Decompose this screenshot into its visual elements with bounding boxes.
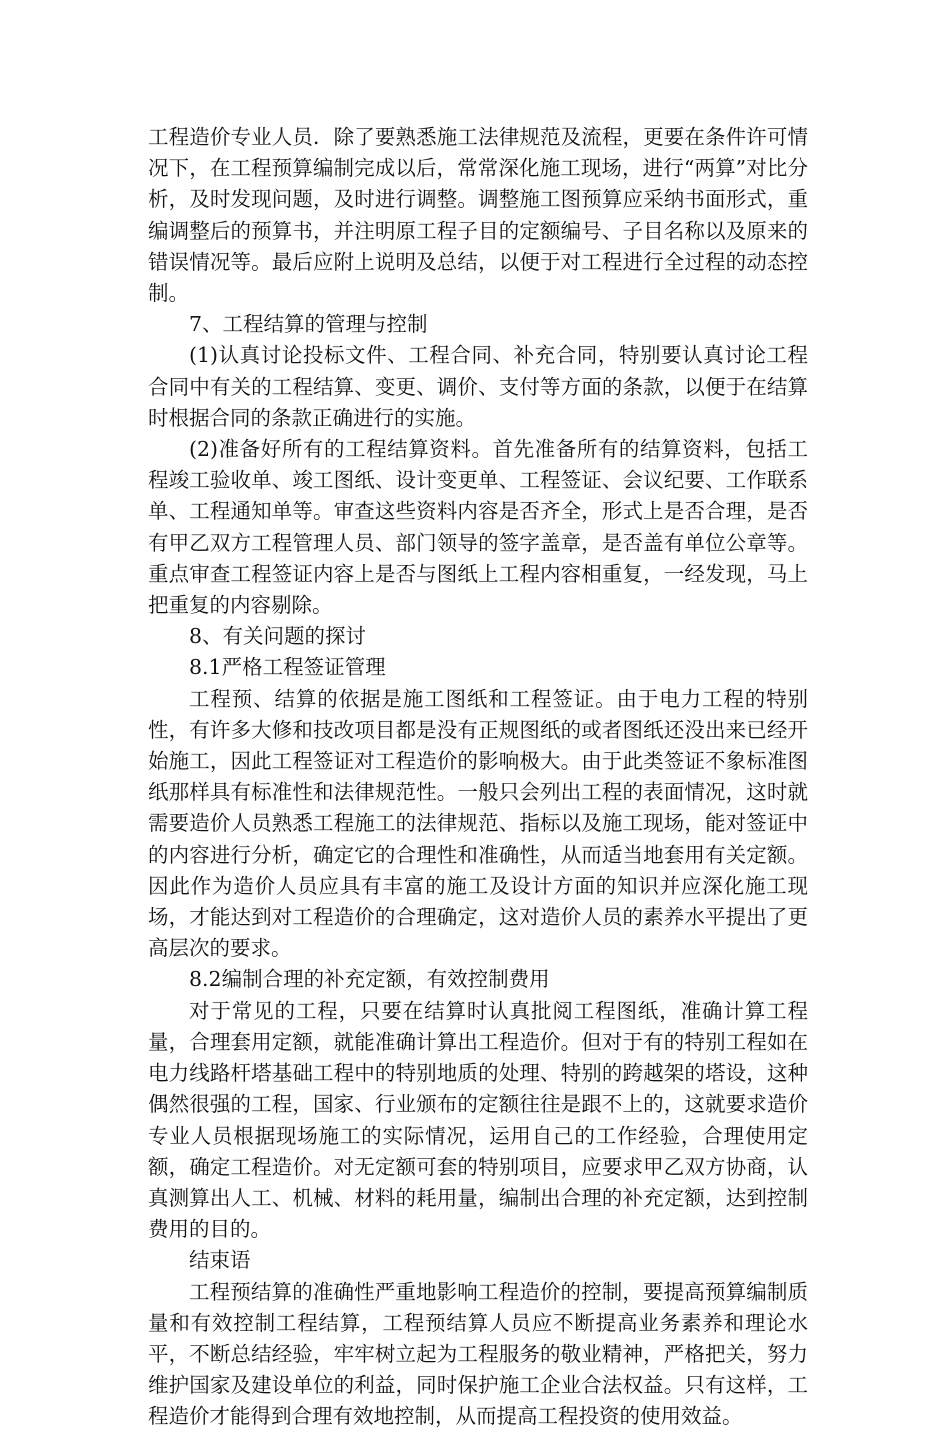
paragraph-conclusion: 工程预结算的准确性严重地影响工程造价的控制，要提高预算编制质量和有效控制工程结算，工程预结算人员应不断提高业务素养和理论水平，不断总结经验，牢牢树立起为工程服务的敬业精神，严格把关，努力维护国家及建设单位的利益，同时保护施工企业合法权益。只有这样，工程造价才能得到合理有效地控制，从而提高工程投资的使用效益。 — [148, 1279, 808, 1429]
subsection-heading-8-2: 8.2编制合理的补充定额，有效控制费用 — [189, 967, 550, 992]
paragraph-continuation: 工程造价专业人员．除了要熟悉施工法律规范及流程，更要在条件许可情况下，在工程预算编制完成以后，常常深化施工现场，进行“两算”对比分析，及时发现问题，及时进行调整。调整施工图预算应采纳书面形式，重编调整后的预算书，并注明原工程子目的定额编号、子目名称以及原来的错误情况等。最后应附上说明及总结，以便于对工程进行全过程的动态控制。 — [148, 125, 808, 306]
subsection-heading-8-1: 8.1严格工程签证管理 — [189, 655, 386, 680]
document-page — [148, 122, 808, 1433]
paragraph-8-2: 对于常见的工程，只要在结算时认真批阅工程图纸，准确计算工程量，合理套用定额，就能准确计算出工程造价。但对于有的特别工程如在电力线路杆塔基础工程中的特别地质的处理、特别的跨越架的塔设，这种偶然很强的工程，国家、行业颁布的定额往往是跟不上的，这就要求造价专业人员根据现场施工的实际情况，运用自己的工作经验，合理使用定额，确定工程造价。对无定额可套的特别项目，应要求甲乙双方协商，认真测算出人工、机械、材料的耗用量，编制出合理的补充定额，达到控制费用的目的。 — [148, 998, 808, 1242]
paragraph-7-1: (1)认真讨论投标文件、工程合同、补充合同，特别要认真讨论工程合同中有关的工程结算、变更、调价、支付等方面的条款，以便于在结算时根据合同的条款正确进行的实施。 — [148, 343, 808, 430]
section-heading-8: 8、有关问题的探讨 — [189, 624, 367, 649]
conclusion-heading: 结束语 — [189, 1248, 251, 1273]
paragraph-8-1: 工程预、结算的依据是施工图纸和工程签证。由于电力工程的特别性，有许多大修和技改项目都是没有正规图纸的或者图纸还没出来已经开始施工，因此工程签证对工程造价的影响极大。由于此类签证不象标准图纸那样具有标准性和法律规范性。一般只会列出工程的表面情况，这时就需要造价人员熟悉工程施工的法律规范、指标以及施工现场，能对签证中的内容进行分析，确定它的合理性和准确性，从而适当地套用有关定额。因此作为造价人员应具有丰富的施工及设计方面的知识并应深化施工现场，才能达到对工程造价的合理确定，这对造价人员的素养水平提出了更高层次的要求。 — [148, 686, 808, 961]
paragraph-7-2: (2)准备好所有的工程结算资料。首先准备所有的结算资料，包括工程竣工验收单、竣工图纸、设计变更单、工程签证、会议纪要、工作联系单、工程通知单等。审查这些资料内容是否齐全，形式上是否合理，是否有甲乙双方工程管理人员、部门领导的签字盖章，是否盖有单位公章等。重点审查工程签证内容上是否与图纸上工程内容相重复，一经发现，马上把重复的内容剔除。 — [148, 437, 808, 618]
section-heading-7: 7、工程结算的管理与控制 — [189, 312, 428, 337]
